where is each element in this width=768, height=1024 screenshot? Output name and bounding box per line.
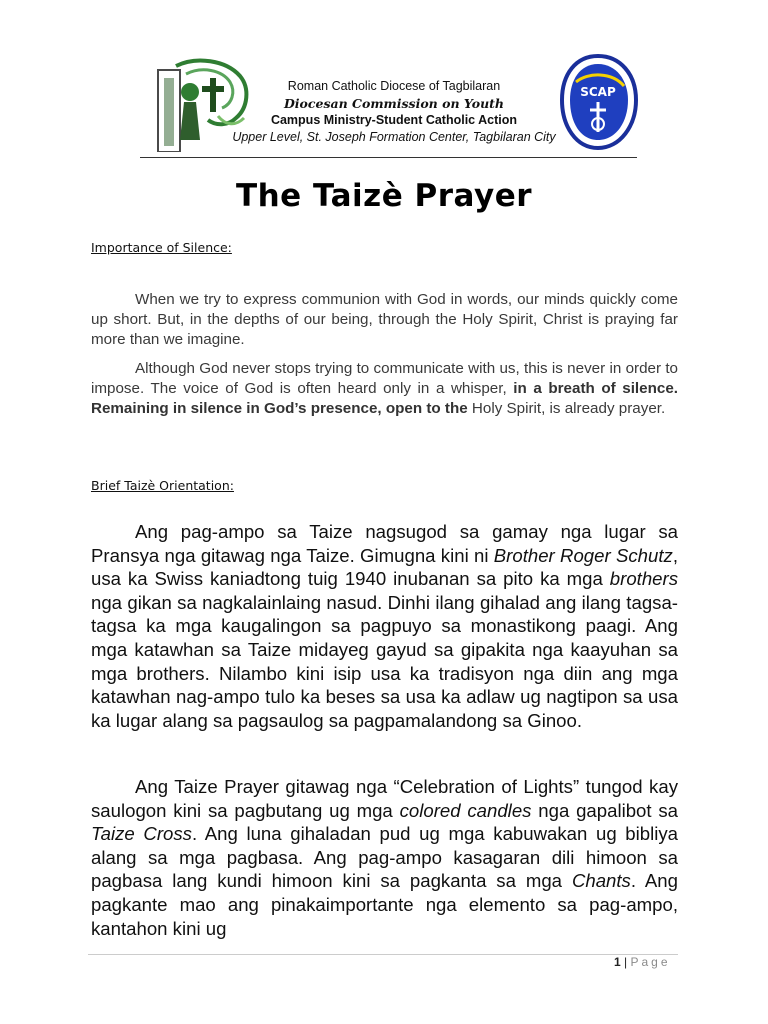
paragraph-text: Holy Spirit, is already prayer. [471, 400, 666, 417]
paragraph-italic: Chants [571, 870, 631, 892]
paragraph-italic: Brother Roger Schutz [493, 544, 673, 566]
paragraph-text: Although God never stops trying to communicate with us, this is never in order to impose. The voice of God is often heard only in a whisper, [91, 360, 678, 397]
paragraph-italic: brothers [609, 568, 678, 590]
paragraph-italic: Taize Cross [91, 823, 192, 845]
page-title: The Taizè Prayer [235, 178, 533, 214]
paragraph-italic: colored candles [399, 799, 532, 821]
paragraph-orientation-2 [91, 775, 678, 940]
paragraph-text: When we try to express communion with God in words, our minds quickly come up short. But, in the depths of our being, through the Holy Spirit, Christ is praying far more than we imagine. [91, 291, 678, 348]
header-divider [140, 157, 637, 158]
address: Upper Level, St. Joseph Formation Center, Tagbilaran City [232, 130, 556, 144]
organization-block [204, 78, 584, 146]
paragraph-text: Ang pag-ampo sa Taize nagsugod sa gamay nga lugar sa Pransya nga gitawag nga Taize. Gimugna kini ni [91, 521, 678, 566]
paragraph-text: , usa ka Swiss kaniadtong tuig 1940 inubanan sa pito ka mga [91, 544, 678, 590]
paragraph-silence-1 [91, 290, 678, 350]
ministry-name: Campus Ministry-Student Catholic Action [270, 113, 518, 127]
page-number [614, 955, 671, 969]
paragraph-text: nga gikan sa nagkalainlaing nasud. Dinhi ilang gihalad ang ilang tagsa-tagsa ka mga kaugalingon sa pagpuyo sa monastikong paagi. Ang mga katawhan sa Taize midayeg gayud sa gipakita nga kaayuhan sa mga brothers. Nilambo kini isip usa ka tradisyon nga diin ang mga katawhan nag-ampo tulo ka beses sa usa ka adlaw ug nagtipon sa usa ka lugar alang sa pagsaulog sa pagpamalandong sa Ginoo. [91, 591, 678, 731]
diocese-name: Roman Catholic Diocese of Tagbilaran [287, 79, 501, 93]
scap-logo-text: SCAP [580, 85, 616, 99]
section-heading-orientation: Brief Taizè Orientation: [91, 478, 234, 493]
paragraph-text: . Ang luna gihaladan pud ug mga kabuwakan ug bibliya alang sa mga pagbasa. Ang pag-ampo kasagaran dili himoon sa pagbasa lang kundi himoon kini sa pagkanta sa mga [91, 823, 679, 892]
section-heading-silence: Importance of Silence: [91, 240, 232, 255]
page-number-label: Page [630, 955, 671, 969]
paragraph-silence-2 [91, 359, 678, 419]
commission-name: Diocesan Commission on Youth [283, 96, 505, 111]
paragraph-text: nga gapalibot sa [538, 799, 679, 821]
page-number-value: 1 [614, 955, 621, 969]
paragraph-orientation-1 [91, 520, 678, 732]
page-number-separator: | [624, 955, 628, 969]
paragraph-emphasis: in a breath of silence. Remaining in silence in God’s presence, open to the [91, 380, 678, 417]
letterhead [150, 52, 640, 158]
paragraph-text: . Ang pagkante mao ang pinakaimportante nga elemento sa pag-ampo, kantahon kini ug [91, 870, 678, 939]
footer-divider [88, 954, 678, 955]
paragraph-text: Ang Taize Prayer gitawag nga “Celebration of Lights” tungod kay saulogon kini sa pagbutang ug mga [91, 776, 678, 821]
scap-logo-icon [558, 52, 640, 152]
